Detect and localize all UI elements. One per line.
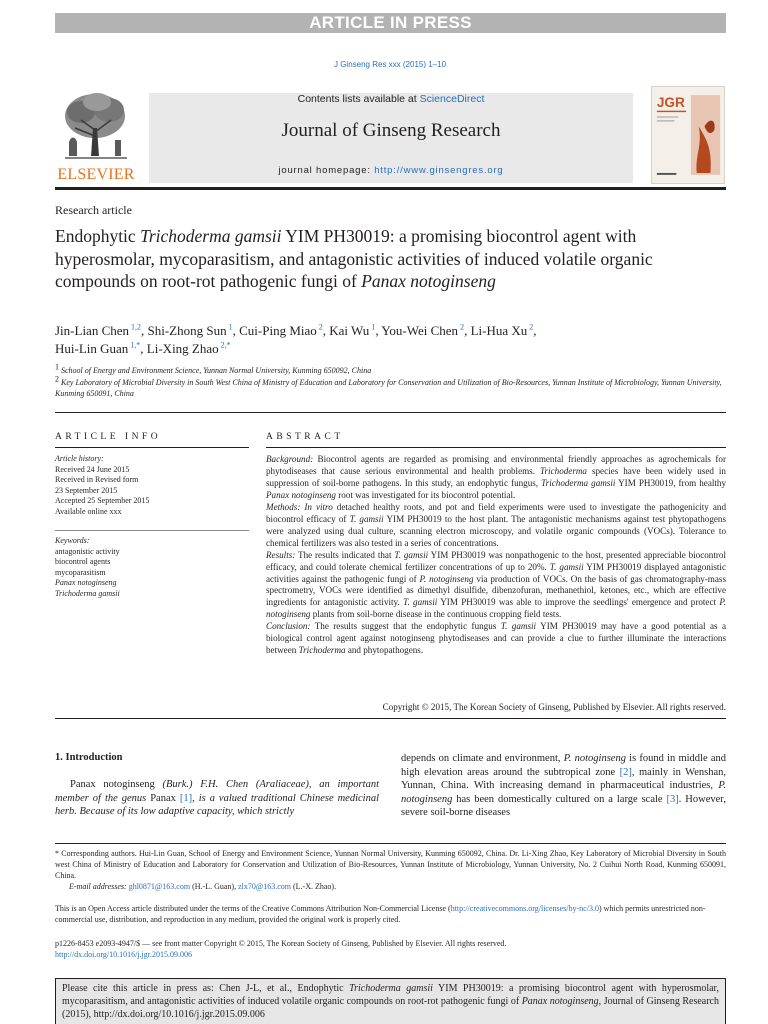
results-label: Results: xyxy=(266,549,296,560)
history-item: Received 24 June 2015 xyxy=(55,464,130,474)
author-name: Kai Wu xyxy=(329,323,370,338)
homepage-link[interactable]: http://www.ginsengres.org xyxy=(374,165,504,176)
article-title xyxy=(55,225,655,293)
italic-term: Trichoderma xyxy=(298,645,346,656)
text-segment: via production of VOCs. On the basis of gas chromatography-mass spectrometry, VOCs were identified as dimethyl disulfide, dibenzofuran, methanethiol, ketones, etc., which are effective ingredients for antagonistic activity. xyxy=(266,573,726,608)
text-segment: YIM PH30019 to the host plant. The antagonistic mechanisms against test phytopathogens were analyzed using dual culture, scanning electron microscopy, and volatile organic compounds (VOCs). Tolerance to chemical fertilizers was also tested in a series of concentrations. xyxy=(266,513,727,548)
text-segment: The results indicated that xyxy=(295,549,395,560)
email-owner-guan: (H.-L. Guan), xyxy=(190,882,239,891)
italic-term: Panax notoginseng xyxy=(521,996,599,1007)
article-history xyxy=(55,454,249,517)
text-segment: , Journal of Ginseng Research (2015), http://dx.doi.org/10.1016/j.jgr.2015.09.006 xyxy=(62,996,719,1020)
journal-name: Journal of Ginseng Research xyxy=(281,120,501,141)
keywords-label: Keywords: xyxy=(55,536,90,545)
reference-link[interactable]: [3] xyxy=(666,793,679,805)
license-suffix: ) which permits unrestricted non-commercial use, distribution, and reproduction in any medium, provided the original work is properly cited. xyxy=(55,904,706,924)
author-name: Jin-Lian Chen xyxy=(55,323,130,338)
email-line xyxy=(55,881,726,892)
author-name: You-Wei Chen xyxy=(381,323,459,338)
journal-cover-thumbnail[interactable] xyxy=(651,86,725,184)
affiliation-text: Key Laboratory of Microbial Diversity in South West China of Ministry of Education and Laboratory for Conservation and Utilization of Bio-Resources, Yunnan Institute of Microbiology, Yunnan University, Kunming 650091, China xyxy=(55,377,722,398)
history-label: Article history: xyxy=(55,454,104,463)
abstract-conclusion xyxy=(266,621,726,657)
reference-link[interactable]: [1] xyxy=(179,792,193,804)
text-segment: depends on climate and environment, xyxy=(401,753,564,764)
license-link[interactable]: http://creativecommons.org/licenses/by-nc/3.0 xyxy=(450,904,599,913)
contents-prefix: Contents lists available at xyxy=(297,93,420,105)
italic-term: P. notoginseng xyxy=(401,780,726,805)
affiliation-number: 2 xyxy=(55,373,59,383)
introduction-column-right xyxy=(401,752,726,820)
author-affiliation-marker[interactable]: 1 xyxy=(369,322,376,332)
text-segment: . However, severe soil-borne diseases xyxy=(401,793,726,819)
affiliation-item xyxy=(55,362,726,377)
author-affiliation-marker[interactable]: 1,2 xyxy=(129,322,142,332)
keyword-item: antagonistic activity xyxy=(55,546,120,556)
italic-term: P. notoginseng xyxy=(419,573,474,584)
journal-homepage xyxy=(149,165,633,176)
background-text xyxy=(266,454,726,500)
text-segment: root was investigated for its biocontrol potential. xyxy=(335,489,516,500)
conclusion-label: Conclusion: xyxy=(266,621,311,632)
text-segment: YIM PH30019, from healthy xyxy=(615,477,727,488)
text-segment: species have been widely used in suppression of soil-borne pathogens. In this study, an endophytic fungus, xyxy=(266,465,726,488)
title-text-1: Endophytic xyxy=(55,226,141,246)
article-info-rule xyxy=(55,447,249,448)
abstract-bottom-rule xyxy=(55,718,726,719)
italic-term: P. notoginseng xyxy=(266,597,726,620)
corresponding-text: * Corresponding authors. Hui-Lin Guan, School of Energy and Environment Science, Yunnan Normal University, Kunming 650092, China. Dr. Li-Xing Zhao, Key Laboratory of Microbial Diversity in South west China of Ministry of Education and Laboratory for Conservation and Utilization of Bio-Resources, Yunnan Institute of Microbiology, Yunnan University, No. 2 Cuihui North Road, Kunming 650091, China. xyxy=(55,849,726,880)
journal-citation-line[interactable]: J Ginseng Res xxx (2015) 1–10 xyxy=(333,60,447,69)
text-segment: The results suggest that the endophytic fungus xyxy=(310,621,501,632)
italic-term: , is a valued traditional Chinese medicinal herb. Because of its low adaptive capacity, which strictly xyxy=(55,792,379,818)
issn-note xyxy=(55,938,726,960)
article-in-press-banner: ARTICLE IN PRESS xyxy=(55,13,726,33)
affiliation-number: 1 xyxy=(55,362,59,372)
keyword-item: Panax notoginseng xyxy=(55,578,117,587)
author-affiliation-marker[interactable]: 2 xyxy=(527,322,534,332)
affiliation-rule xyxy=(55,412,726,413)
text-segment: and phytopathogens. xyxy=(345,645,424,656)
abstract-body xyxy=(266,454,726,657)
affiliation-text: School of Energy and Environment Science, Yunnan Normal University, Kunming 650092, China xyxy=(59,366,372,375)
article-type: Research article xyxy=(55,203,132,217)
methods-text xyxy=(266,502,726,548)
affiliations xyxy=(55,362,726,400)
keyword-item: biocontrol agents xyxy=(55,557,111,566)
text-segment: Biocontrol agents are regarded as promising and environmental friendly approaches as agrochemicals for phytodiseases that cause serious environmental and health problems. xyxy=(266,454,726,476)
author-name: Li-Hua Xu xyxy=(470,323,528,338)
author-name: Cui-Ping Miao xyxy=(239,323,317,338)
author-affiliation-marker[interactable]: 2 xyxy=(458,322,465,332)
email-owner-zhao: (L.-X. Zhao). xyxy=(290,882,337,891)
cite-this-article-box xyxy=(55,978,726,1024)
author-affiliation-marker[interactable]: 2,* xyxy=(218,340,231,350)
email-label: E-mail addresses: xyxy=(69,882,127,891)
author-name: Li-Xing Zhao xyxy=(146,341,219,356)
title-text-2: YIM PH30019: a promising biocontrol agent with hyperosmolar, mycoparasitism, and antagonistic activities of induced volatile organic compounds on root-rot pathogenic fungi of xyxy=(55,226,653,291)
abstract-methods xyxy=(266,502,726,550)
text-segment: YIM PH30019 displayed antagonistic activities against the pathogenic fungi of xyxy=(266,561,726,584)
author-affiliation-marker[interactable]: 2 xyxy=(316,322,323,332)
abstract-rule xyxy=(266,447,726,448)
text-segment: plants from soil-borne disease in the continuous cropping field tests. xyxy=(310,609,562,620)
corresponding-authors-note xyxy=(55,848,726,892)
homepage-prefix: journal homepage: xyxy=(278,165,375,176)
author-name: Hui-Lin Guan xyxy=(55,341,129,356)
text-segment: Panax xyxy=(150,792,176,804)
abstract-results xyxy=(266,550,726,622)
history-item: Accepted 25 September 2015 xyxy=(55,496,150,505)
elsevier-wordmark: ELSEVIER xyxy=(57,166,135,183)
italic-term: Trichoderma gamsii xyxy=(349,983,433,994)
italic-term: T. gamsii xyxy=(403,597,438,608)
text-segment: has been domestically cultured on a large scale xyxy=(452,793,667,805)
footnote-rule xyxy=(55,843,726,844)
license-note xyxy=(55,903,726,925)
text-segment: YIM PH30019 was able to improve the seedlings' emergence and protect xyxy=(437,597,720,608)
article-info-heading: ARTICLE INFO xyxy=(55,432,162,442)
background-label: Background: xyxy=(266,454,314,464)
email-link-zhao[interactable]: zlx70@163.com xyxy=(238,882,291,891)
doi-link[interactable]: http://dx.doi.org/10.1016/j.jgr.2015.09.006 xyxy=(55,950,192,959)
methods-label: Methods: xyxy=(266,501,301,512)
header-rule xyxy=(55,187,726,190)
text-segment: Please cite this article in press as: Chen J-L, et al., Endophytic xyxy=(62,983,350,994)
italic-term: P. notoginseng xyxy=(563,753,626,764)
keywords-divider xyxy=(55,530,249,531)
abstract-background xyxy=(266,454,726,502)
author-affiliation-marker[interactable]: 1 xyxy=(226,322,233,332)
text-segment: YIM PH30019 may have a good potential as a biological control agent against notoginseng phytodiseases and can provide a clue to further illuminate the interactions between xyxy=(266,621,726,656)
history-item: Received in Revised form xyxy=(55,475,139,484)
text-segment: Panax notoginseng xyxy=(70,779,155,790)
text-segment: is found in middle and high elevation areas around the subtropical zone xyxy=(401,753,726,778)
text-segment: , mainly in Wenshan, Yunnan, China. With increasing demand in pharmaceutical industries, xyxy=(401,766,726,792)
keywords xyxy=(55,536,249,599)
italic-term: Trichoderma gamsii xyxy=(541,477,616,488)
italic-term: T. gamsii xyxy=(500,621,537,632)
italic-term: In vitro xyxy=(304,501,333,512)
issn-text: p1226-8453 e2093-4947/$ — see front matter Copyright © 2015, The Korean Society of Ginseng, Published by Elsevier. All rights reserved. xyxy=(55,939,507,948)
author-affiliation-marker[interactable]: 1,* xyxy=(128,340,141,350)
title-species-2: Panax notoginseng xyxy=(361,271,496,291)
author-list: Jin-Lian Chen $^{1,2}$, Shi-Zhong Sun $^1$, Cui-Ping Miao $^2$, Kai Wu $^1$, You-Wei Chen $^2$, Li-Hua Xu $^2$, Hui-Lin Guan $^{1,*}$, Li-Xing Zhao $^{2,*}$ xyxy=(55,322,537,356)
italic-term: (Burk.) F.H. Chen (Araliaceae), an important member of the genus xyxy=(55,779,379,804)
italic-term: T. gamsii xyxy=(549,561,584,572)
cover-title: JGR xyxy=(656,94,685,110)
introduction-heading: 1. Introduction xyxy=(55,752,123,763)
sciencedirect-link[interactable]: ScienceDirect xyxy=(419,93,485,105)
email-link-guan[interactable]: ghl0871@163.com xyxy=(128,882,191,891)
keyword-item: mycoparasitism xyxy=(55,567,106,577)
license-prefix: This is an Open Access article distributed under the terms of the Creative Commons Attribution Non-Commercial License ( xyxy=(55,904,451,913)
text-segment: YIM PH30019 was nonpathogenic to the host, presented appreciable biocontrol efficacy, and could tolerate chemical fertilizer concentrations of up to 20%. xyxy=(266,549,726,572)
conclusion-text xyxy=(266,621,726,655)
history-item: 23 September 2015 xyxy=(55,485,118,495)
affiliation-item xyxy=(55,373,726,400)
history-item: Available online xxx xyxy=(55,506,122,516)
contents-availability xyxy=(149,93,633,105)
italic-term: T. gamsii xyxy=(349,513,384,524)
italic-term: Panax notoginseng xyxy=(266,489,336,500)
italic-term: Trichoderma xyxy=(539,465,587,476)
text-segment: YIM PH30019: a promising biocontrol agent with hyperosmolar, mycoparasitism, and antagonistic activities of induced volatile organic compounds on root-rot pathogenic fungi of xyxy=(62,983,719,1007)
abstract-copyright: Copyright © 2015, The Korean Society of Ginseng, Published by Elsevier. All rights reserved. xyxy=(382,702,726,712)
author-name: Shi-Zhong Sun xyxy=(147,323,227,338)
keyword-item: Trichoderma gamsii xyxy=(55,588,120,598)
text-segment: detached healthy roots, and pot and field experiments were used to investigate the pathogenicity and biocontrol efficacy of xyxy=(266,501,726,524)
results-text xyxy=(266,550,726,620)
reference-link[interactable]: [2] xyxy=(619,766,632,778)
title-species-1: Trichoderma gamsii xyxy=(140,226,282,246)
italic-term: T. gamsii xyxy=(394,549,429,560)
introduction-column-left xyxy=(55,778,379,819)
abstract-heading: ABSTRACT xyxy=(266,432,344,442)
